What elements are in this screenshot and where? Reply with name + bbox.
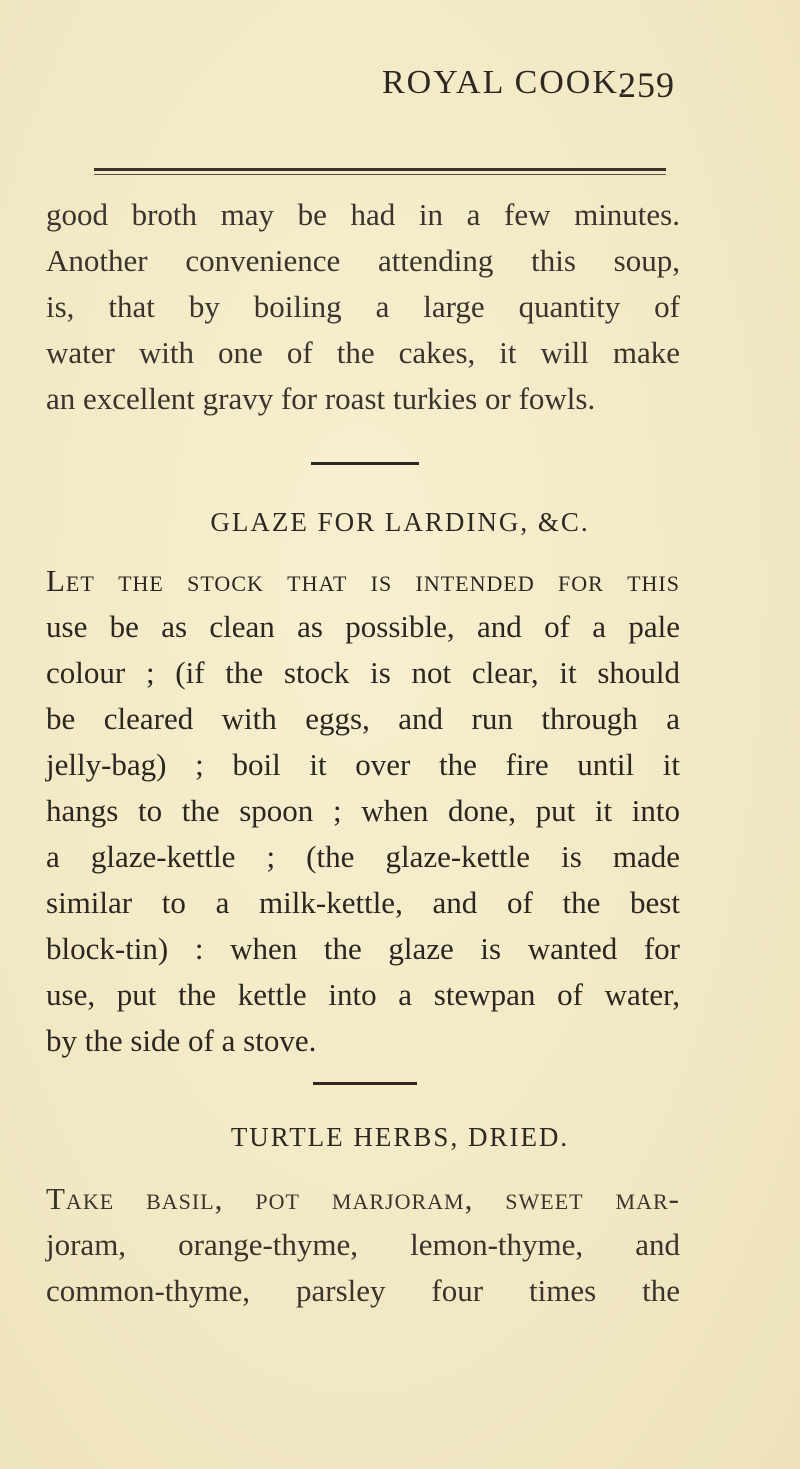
glaze-line: similar to a milk-kettle, and of the best — [46, 885, 680, 920]
glaze-line: colour ; (if the stock is not clear, it should — [46, 655, 680, 690]
turtle-paragraph — [46, 1176, 680, 1314]
intro-line: Another convenience attending this soup, — [46, 243, 680, 278]
intro-line: water with one of the cakes, it will make — [46, 335, 680, 370]
intro-line: good broth may be had in a few minutes. — [46, 197, 680, 232]
header-rule-thin — [94, 174, 666, 175]
intro-paragraph — [46, 192, 680, 422]
glaze-line: by the side of a stove. — [46, 1023, 317, 1058]
page-number: 259 — [618, 65, 675, 105]
section-heading-glaze: GLAZE FOR LARDING, &C. — [210, 507, 590, 537]
glaze-line: be cleared with eggs, and run through a — [46, 701, 680, 736]
turtle-line — [46, 1176, 680, 1222]
glaze-line: hangs to the spoon ; when done, put it into — [46, 793, 680, 828]
glaze-line: block-tin) : when the glaze is wanted for — [46, 931, 680, 966]
turtle-line-text: Take basil, pot marjoram, sweet mar- — [46, 1181, 680, 1216]
glaze-line-text: Let the stock that is intended for this — [46, 563, 680, 598]
glaze-line: use be as clean as possible, and of a pale — [46, 609, 680, 644]
section-heading-turtle: TURTLE HERBS, DRIED. — [230, 1122, 570, 1152]
glaze-line: a glaze-kettle ; (the glaze-kettle is made — [46, 839, 680, 874]
section-divider — [313, 1082, 417, 1085]
intro-line: an excellent gravy for roast turkies or fowls. — [46, 381, 596, 416]
glaze-paragraph — [46, 558, 680, 1064]
glaze-line — [46, 558, 680, 604]
section-divider — [311, 462, 419, 465]
glaze-line: jelly-bag) ; boil it over the fire until it — [46, 747, 680, 782]
turtle-line: joram, orange-thyme, lemon-thyme, and — [46, 1227, 680, 1262]
turtle-line: common-thyme, parsley four times the — [46, 1273, 680, 1308]
running-title: ROYAL COOK. — [382, 64, 630, 101]
intro-line: is, that by boiling a large quantity of — [46, 289, 680, 324]
header-rule — [94, 168, 666, 171]
glaze-line: use, put the kettle into a stewpan of water, — [46, 977, 680, 1012]
running-head — [0, 64, 800, 114]
